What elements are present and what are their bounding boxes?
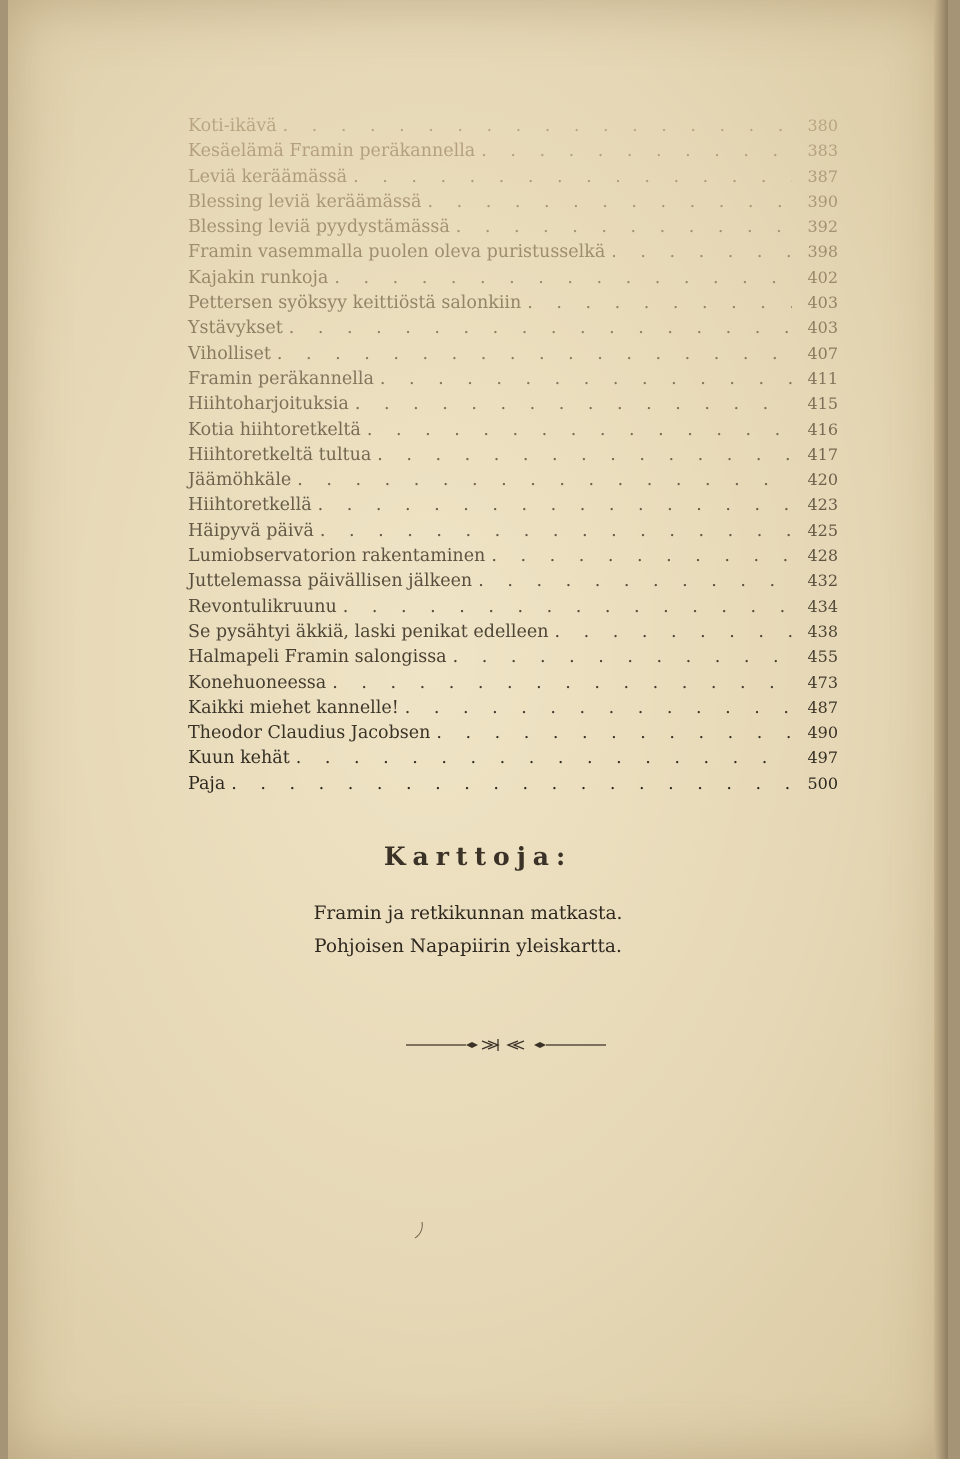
toc-page-number: 425 — [807, 520, 838, 540]
dot-leader — [456, 215, 792, 240]
toc-title: Kotia hiihtoretkeltä — [188, 419, 361, 440]
dot-leader — [427, 190, 792, 215]
toc-entry — [188, 214, 838, 239]
toc-title: Viholliset — [188, 343, 271, 364]
toc-entry — [188, 543, 838, 568]
toc-page-number: 380 — [807, 116, 838, 135]
toc-entry — [188, 670, 838, 695]
dot-leader — [555, 620, 793, 645]
toc-page-number: 390 — [807, 191, 838, 211]
toc-entry — [188, 391, 838, 416]
toc-page-number: 383 — [807, 141, 838, 161]
dot-leader — [334, 266, 792, 291]
dot-leader — [320, 519, 792, 544]
toc-entry — [188, 189, 838, 214]
toc-page-number: 434 — [807, 596, 838, 616]
toc-title: Pettersen syöksyy keittiöstä salonkiin — [188, 293, 522, 314]
toc-title: Halmapeli Framin salongissa — [188, 647, 447, 668]
toc-entry — [188, 239, 838, 264]
dot-leader — [355, 392, 792, 417]
toc-title: Kuun kehät — [188, 748, 290, 769]
toc-page-number: 411 — [807, 368, 838, 388]
toc-title: Se pysähtyi äkkiä, laski penikat edelleen — [188, 621, 549, 642]
toc-title: Revontulikruunu — [188, 596, 337, 617]
toc-entry — [188, 315, 838, 340]
dot-leader — [527, 291, 792, 316]
toc-title: Kesäelämä Framin peräkannella — [188, 141, 476, 162]
dot-leader — [405, 696, 792, 721]
dot-leader — [478, 569, 792, 594]
dot-leader — [481, 139, 792, 164]
toc-title: Blessing leviä keräämässä — [188, 191, 422, 212]
toc-title: Häipyvä päivä — [188, 520, 314, 541]
toc-title: Framin vasemmalla puolen oleva puristusselkä — [188, 242, 606, 263]
toc-page-number: 438 — [807, 621, 838, 641]
toc-title: Juttelemassa päivällisen jälkeen — [188, 571, 473, 592]
toc-page-number: 407 — [807, 343, 838, 363]
toc-title: Theodor Claudius Jacobsen — [188, 723, 431, 744]
toc-page-number: 416 — [807, 419, 838, 439]
toc-title: Framin peräkannella — [188, 368, 374, 389]
toc-entry — [188, 138, 838, 163]
dot-leader — [367, 418, 792, 443]
dot-leader — [297, 468, 792, 493]
toc-page-number: 403 — [807, 293, 838, 313]
toc-entry — [188, 594, 838, 619]
toc-page-number: 403 — [807, 318, 838, 338]
dot-leader — [353, 165, 792, 190]
toc-title: Konehuoneessa — [188, 672, 327, 693]
pencil-mark — [413, 1220, 425, 1240]
toc-title: Lumiobservatorion rakentaminen — [188, 546, 486, 567]
toc-entry — [188, 771, 838, 796]
map-item: Pohjoisen Napapiirin yleiskartta. — [314, 936, 622, 957]
maps-heading: Karttoja: — [383, 842, 573, 871]
map-item: Framin ja retkikunnan matkasta. — [313, 903, 623, 924]
book-page — [8, 0, 948, 1459]
toc-entry — [188, 745, 838, 770]
toc-title: Paja — [188, 773, 226, 794]
toc-page-number: 500 — [807, 773, 838, 793]
dot-leader — [318, 493, 792, 518]
toc-entry — [188, 417, 838, 442]
dot-leader — [296, 746, 792, 771]
toc-title: Hiihtoretkellä — [188, 495, 312, 516]
toc-entry — [188, 290, 838, 315]
dot-leader — [343, 595, 792, 620]
toc-page-number: 487 — [807, 697, 838, 717]
maps-list — [8, 897, 948, 963]
dot-leader — [380, 367, 792, 392]
dot-leader — [277, 342, 792, 367]
toc-entry — [188, 619, 838, 644]
toc-title: Blessing leviä pyydystämässä — [188, 217, 450, 238]
dot-leader — [377, 443, 792, 468]
dot-leader — [231, 772, 792, 797]
toc-entry — [188, 568, 838, 593]
toc-page-number: 398 — [807, 242, 838, 262]
toc-page-number: 387 — [807, 166, 838, 186]
dot-leader — [283, 114, 792, 139]
dot-leader — [332, 671, 792, 696]
toc-title: Hiihtoretkeltä tultua — [188, 444, 372, 465]
toc-entry — [188, 644, 838, 669]
dot-leader — [436, 721, 792, 746]
toc-entry — [188, 467, 838, 492]
toc-page-number: 490 — [807, 723, 838, 743]
toc-page-number: 432 — [807, 571, 838, 591]
page-edge — [934, 0, 948, 1459]
toc-entry — [188, 366, 838, 391]
dot-leader — [289, 316, 792, 341]
table-of-contents — [188, 113, 838, 796]
toc-title: Jäämöhkäle — [188, 470, 292, 491]
toc-page-number: 417 — [807, 444, 838, 464]
toc-title: Leviä keräämässä — [188, 166, 348, 187]
toc-title: Ystävykset — [188, 318, 283, 339]
dot-leader — [453, 645, 792, 670]
toc-page-number: 428 — [807, 546, 838, 566]
dot-leader — [611, 240, 792, 265]
ornament-divider — [406, 1037, 606, 1053]
toc-entry — [188, 113, 838, 138]
toc-page-number: 455 — [807, 647, 838, 667]
toc-page-number: 392 — [807, 217, 838, 237]
toc-page-number: 497 — [807, 748, 838, 768]
toc-page-number: 415 — [807, 394, 838, 414]
toc-entry — [188, 164, 838, 189]
toc-title: Hiihtoharjoituksia — [188, 394, 349, 415]
toc-entry — [188, 695, 838, 720]
toc-title: Kaikki miehet kannelle! — [188, 697, 399, 718]
toc-page-number: 420 — [807, 470, 838, 490]
toc-entry — [188, 720, 838, 745]
dot-leader — [491, 544, 792, 569]
toc-page-number: 473 — [807, 672, 838, 692]
toc-title: Koti-ikävä — [188, 116, 277, 136]
toc-page-number: 423 — [807, 495, 838, 515]
toc-entry — [188, 265, 838, 290]
toc-entry — [188, 492, 838, 517]
toc-entry — [188, 518, 838, 543]
toc-page-number: 402 — [807, 267, 838, 287]
toc-title: Kajakin runkoja — [188, 267, 329, 288]
toc-entry — [188, 442, 838, 467]
toc-entry — [188, 341, 838, 366]
